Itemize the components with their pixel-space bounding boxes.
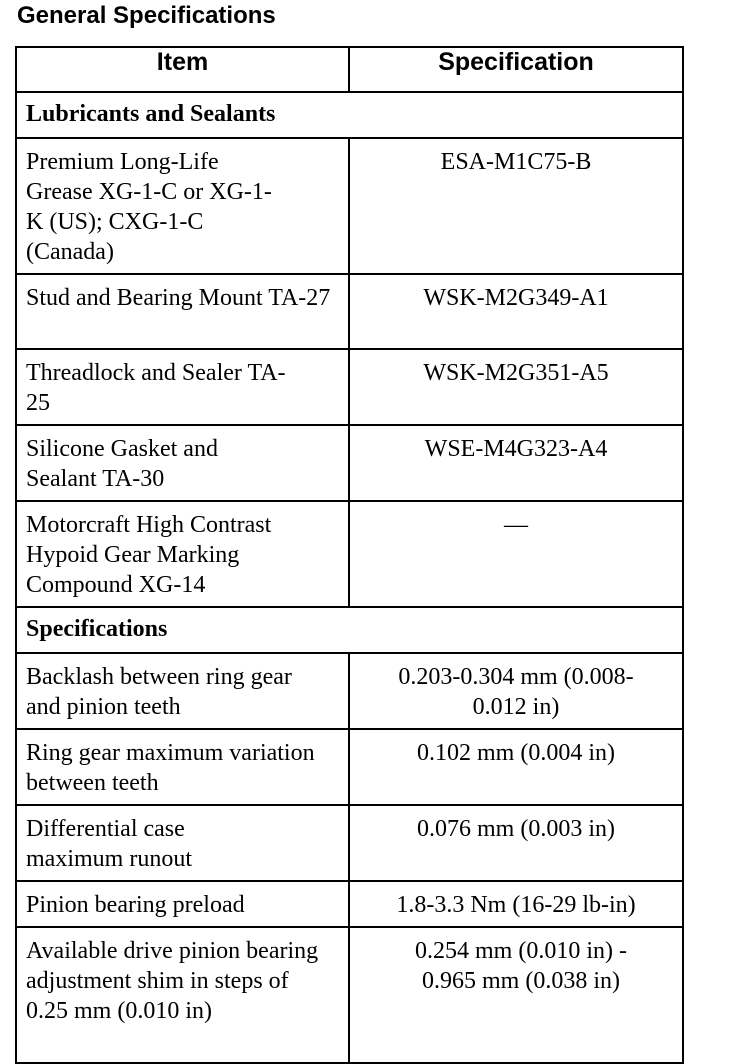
spec-cell: WSE-M4G323-A4: [349, 425, 683, 501]
spec-cell: 0.254 mm (0.010 in) - 0.965 mm (0.038 in): [349, 927, 683, 1063]
spec-cell: —: [349, 501, 683, 607]
table-row: [16, 881, 683, 927]
item-cell: Backlash between ring gear and pinion teeth: [16, 653, 349, 729]
section-row: [16, 607, 683, 653]
table-header-row: [16, 47, 683, 92]
table-row: [16, 501, 683, 607]
spec-cell: WSK-M2G351-A5: [349, 349, 683, 425]
item-cell: Premium Long-Life Grease XG-1-C or XG-1-K (US); CXG-1-C (Canada): [16, 138, 349, 274]
table-row: [16, 805, 683, 881]
item-cell: Silicone Gasket and Sealant TA-30: [16, 425, 349, 501]
spec-cell: WSK-M2G349-A1: [349, 274, 683, 349]
section-label-specifications: Specifications: [16, 607, 683, 653]
spec-cell: 0.076 mm (0.003 in): [349, 805, 683, 881]
column-header-item: Item: [16, 47, 349, 92]
item-cell: Available drive pinion bearing adjustment shim in steps of 0.25 mm (0.010 in): [16, 927, 349, 1063]
table-row: [16, 274, 683, 349]
spec-cell: 0.203-0.304 mm (0.008-0.012 in): [349, 653, 683, 729]
table-row: [16, 729, 683, 805]
section-label-lubricants: Lubricants and Sealants: [16, 92, 683, 138]
spec-cell: ESA-M1C75-B: [349, 138, 683, 274]
spec-cell: 1.8-3.3 Nm (16-29 lb-in): [349, 881, 683, 927]
item-cell: Threadlock and Sealer TA-25: [16, 349, 349, 425]
item-cell: Ring gear maximum variation between teeth: [16, 729, 349, 805]
item-cell: Stud and Bearing Mount TA-27: [16, 274, 349, 349]
spec-cell: 0.102 mm (0.004 in): [349, 729, 683, 805]
item-cell: Motorcraft High Contrast Hypoid Gear Marking Compound XG-14: [16, 501, 349, 607]
item-cell: Pinion bearing preload: [16, 881, 349, 927]
specifications-table: [15, 46, 684, 1064]
table-row: [16, 425, 683, 501]
section-row: [16, 92, 683, 138]
column-header-specification: Specification: [349, 47, 683, 92]
table-row: [16, 653, 683, 729]
item-cell: Differential case maximum runout: [16, 805, 349, 881]
table-row: [16, 349, 683, 425]
table-row: [16, 138, 683, 274]
page-title: General Specifications: [17, 2, 276, 29]
table-row: [16, 927, 683, 1063]
